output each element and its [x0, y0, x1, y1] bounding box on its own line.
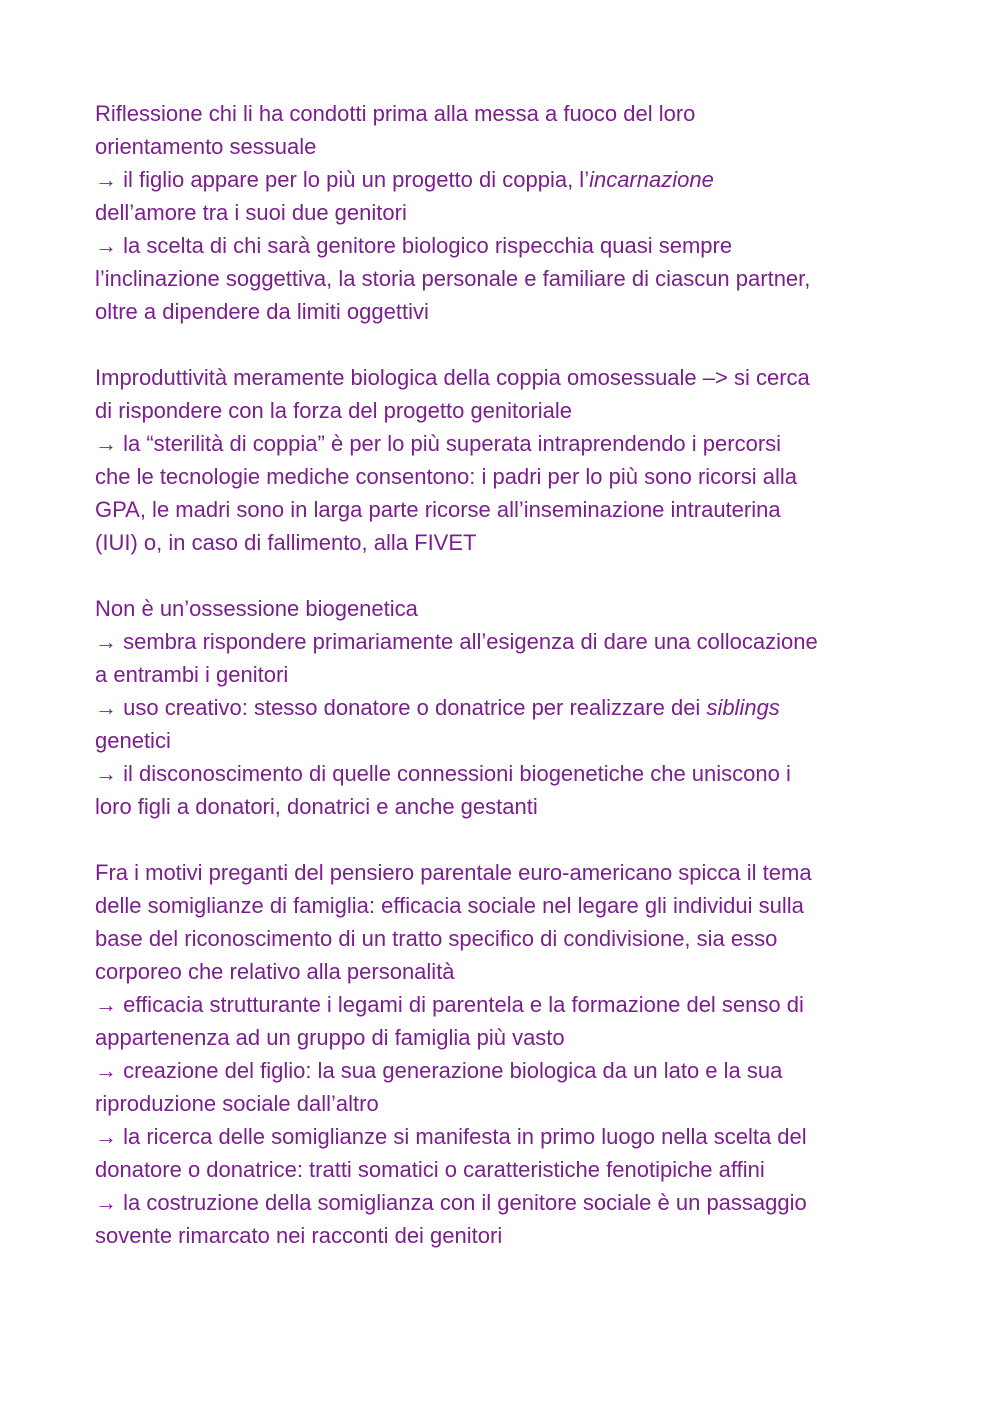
text-line: → la “sterilità di coppia” è per lo più superata intraprendendo i percorsi	[95, 431, 782, 456]
text-line: oltre a dipendere da limiti oggettivi	[95, 299, 429, 324]
paragraph-orientamento	[95, 97, 955, 328]
text-line: genetici	[95, 728, 171, 753]
text-line: (IUI) o, in caso di fallimento, alla FIVET	[95, 530, 477, 555]
text-line: → la costruzione della somiglianza con il genitore sociale è un passaggio	[95, 1190, 807, 1215]
text-line: donatore o donatrice: tratti somatici o caratteristiche fenotipiche affini	[95, 1157, 765, 1182]
text-line	[95, 691, 955, 724]
paragraph-biogenetica	[95, 592, 955, 823]
text-line: l’inclinazione soggettiva, la storia personale e familiare di ciascun partner,	[95, 266, 811, 291]
text-line: di rispondere con la forza del progetto genitoriale	[95, 398, 572, 423]
text-line: → la scelta di chi sarà genitore biologico rispecchia quasi sempre	[95, 233, 733, 258]
text-line: base del riconoscimento di un tratto specifico di condivisione, sia esso	[95, 926, 778, 951]
text-line: a entrambi i genitori	[95, 662, 289, 687]
text-line: orientamento sessuale	[95, 134, 317, 159]
text-line	[95, 163, 955, 196]
text-line: → efficacia strutturante i legami di parentela e la formazione del senso di	[95, 992, 804, 1017]
text-line: delle somiglianze di famiglia: efficacia sociale nel legare gli individui sulla	[95, 893, 804, 918]
paragraph-gap	[95, 328, 955, 361]
document-page	[95, 97, 955, 1252]
text-run: → il figlio appare per lo più un progetto di coppia, l’	[95, 167, 590, 192]
text-line: Non è un’ossessione biogenetica	[95, 596, 418, 621]
italic-term: siblings	[706, 695, 780, 720]
paragraph-somiglianze	[95, 856, 955, 1252]
text-line: sovente rimarcato nei racconti dei genitori	[95, 1223, 503, 1248]
text-line: appartenenza ad un gruppo di famiglia più vasto	[95, 1025, 565, 1050]
text-line: loro figli a donatori, donatrici e anche gestanti	[95, 794, 538, 819]
paragraph-gap	[95, 559, 955, 592]
text-line: → la ricerca delle somiglianze si manifesta in primo luogo nella scelta del	[95, 1124, 807, 1149]
paragraph-gap	[95, 823, 955, 856]
text-line: Improduttività meramente biologica della coppia omosessuale –> si cerca	[95, 365, 810, 390]
text-line: dell’amore tra i suoi due genitori	[95, 200, 407, 225]
text-line: → sembra rispondere primariamente all’esigenza di dare una collocazione	[95, 629, 818, 654]
paragraph-improduttivita	[95, 361, 955, 559]
text-line: Fra i motivi preganti del pensiero parentale euro-americano spicca il tema	[95, 860, 812, 885]
text-line: corporeo che relativo alla personalità	[95, 959, 455, 984]
text-line: riproduzione sociale dall’altro	[95, 1091, 379, 1116]
text-line: → il disconoscimento di quelle connessioni biogenetiche che uniscono i	[95, 761, 791, 786]
text-run: → uso creativo: stesso donatore o donatrice per realizzare dei	[95, 695, 707, 720]
italic-term: incarnazione	[589, 167, 714, 192]
text-line: Riflessione chi li ha condotti prima alla messa a fuoco del loro	[95, 101, 696, 126]
text-line: → creazione del figlio: la sua generazione biologica da un lato e la sua	[95, 1058, 783, 1083]
text-line: che le tecnologie mediche consentono: i padri per lo più sono ricorsi alla	[95, 464, 797, 489]
text-line: GPA, le madri sono in larga parte ricorse all’inseminazione intrauterina	[95, 497, 781, 522]
